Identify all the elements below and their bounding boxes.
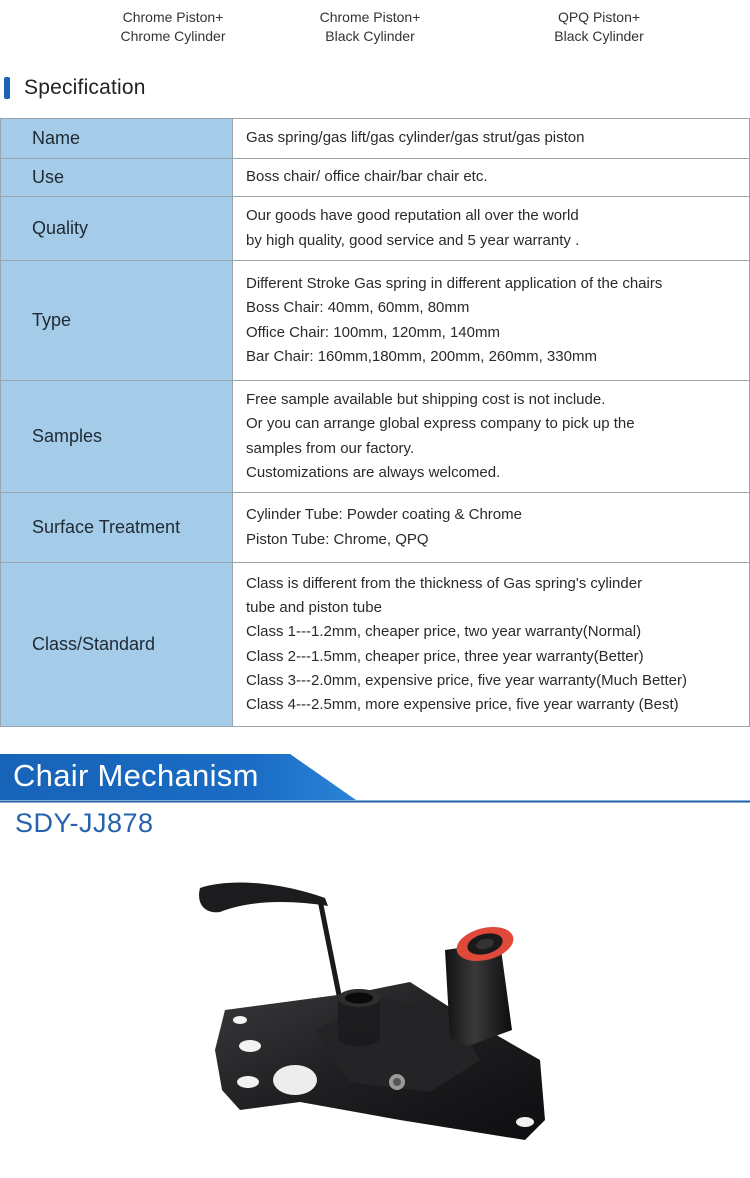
value-line: Piston Tube: Chrome, QPQ — [246, 530, 429, 548]
table-row — [1, 197, 750, 261]
row-label: Samples — [1, 381, 233, 493]
specification-title: Specification — [24, 76, 146, 99]
mechanism-illustration — [150, 870, 600, 1170]
value-line: Free sample available but shipping cost is not include. — [246, 391, 606, 409]
specification-table — [0, 118, 750, 727]
value-line: Or you can arrange global express company to pick up the — [246, 415, 635, 433]
value-line: tube and piston tube — [246, 599, 382, 617]
row-label: Surface Treatment — [1, 493, 233, 563]
table-row — [1, 159, 750, 197]
row-value — [233, 159, 750, 197]
caption-chrome-chrome — [93, 8, 253, 46]
row-value — [233, 261, 750, 381]
value-line: Boss chair/ office chair/bar chair etc. — [246, 168, 488, 186]
product-captions — [0, 8, 750, 52]
chair-mechanism-title: Chair Mechanism — [13, 758, 259, 793]
value-line: Bar Chair: 160mm,180mm, 200mm, 260mm, 330mm — [246, 347, 597, 365]
value-line: Class 2---1.5mm, cheaper price, three year warranty(Better) — [246, 647, 644, 665]
table-row — [1, 563, 750, 727]
caption-line: Black Cylinder — [554, 28, 644, 44]
row-label: Quality — [1, 197, 233, 261]
value-line: by high quality, good service and 5 year warranty . — [246, 231, 580, 249]
specification-heading — [4, 74, 146, 102]
value-line: Class 3---2.0mm, expensive price, five year warranty(Much Better) — [246, 671, 687, 689]
caption-line: QPQ Piston+ — [557, 9, 641, 25]
row-label: Class/Standard — [1, 563, 233, 727]
value-line: Different Stroke Gas spring in different application of the chairs — [246, 275, 663, 293]
table-row — [1, 493, 750, 563]
caption-line: Chrome Cylinder — [120, 28, 226, 44]
row-value — [233, 493, 750, 563]
value-line: Class 1---1.2mm, cheaper price, two year warranty(Normal) — [246, 623, 642, 641]
caption-line: Chrome Piston+ — [319, 9, 421, 25]
value-line: Customizations are always welcomed. — [246, 463, 501, 481]
value-line: Cylinder Tube: Powder coating & Chrome — [246, 506, 522, 524]
row-label: Name — [1, 119, 233, 159]
value-line: Our goods have good reputation all over the world — [246, 207, 579, 225]
table-row — [1, 381, 750, 493]
chair-mechanism-image — [150, 870, 600, 1170]
row-value — [233, 563, 750, 727]
row-label: Type — [1, 261, 233, 381]
value-line: Office Chair: 100mm, 120mm, 140mm — [246, 323, 500, 341]
value-line: Boss Chair: 40mm, 60mm, 80mm — [246, 299, 470, 317]
value-line: Class 4---2.5mm, more expensive price, five year warranty (Best) — [246, 695, 679, 713]
value-line: Class is different from the thickness of Gas spring's cylinder — [246, 574, 643, 592]
row-value — [233, 381, 750, 493]
caption-qpq-black — [519, 8, 679, 46]
row-value — [233, 197, 750, 261]
row-label: Use — [1, 159, 233, 197]
value-line: Gas spring/gas lift/gas cylinder/gas strut/gas piston — [246, 129, 585, 147]
caption-line: Chrome Piston+ — [122, 9, 224, 25]
model-number: SDY-JJ878 — [15, 808, 154, 838]
heading-accent-bar — [4, 77, 10, 99]
table-row — [1, 261, 750, 381]
table-row — [1, 119, 750, 159]
caption-chrome-black — [290, 8, 450, 46]
value-line: samples from our factory. — [246, 439, 415, 457]
row-value — [233, 119, 750, 159]
chair-mechanism-banner — [0, 752, 750, 804]
caption-line: Black Cylinder — [325, 28, 415, 44]
